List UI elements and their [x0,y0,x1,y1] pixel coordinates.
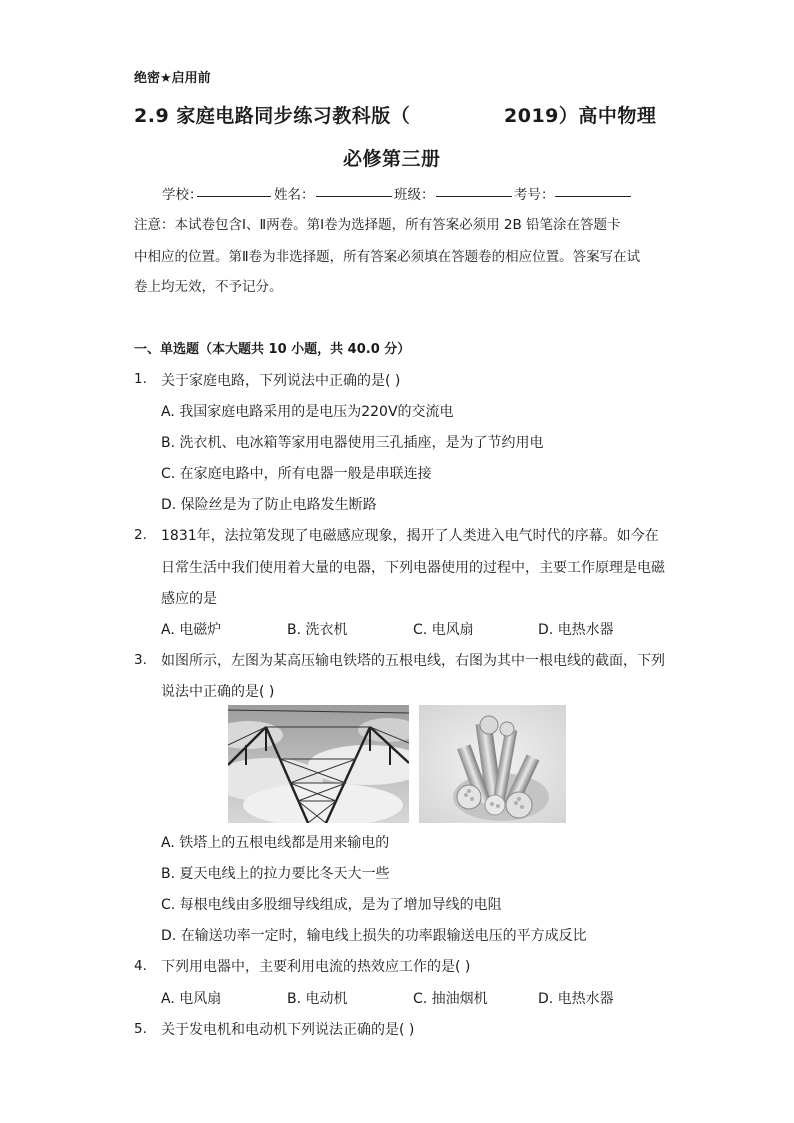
option-b: B. 洗衣机 [287,622,348,638]
option-a: A. 我国家庭电路采用的是电压为220V的交流电 [161,404,454,420]
page-title-line2: 必修第三册 [343,148,441,170]
option-c: C. 电风扇 [413,622,474,638]
notice-line-3: 卷上均无效，不予记分。 [134,279,283,295]
question-stem: 关于家庭电路，下列说法中正确的是( ) [161,373,401,389]
question-number: 3. [134,652,147,668]
class-label: 班级： [394,187,435,203]
school-label: 学校： [162,187,203,203]
option-d: D. 电热水器 [538,622,614,638]
exam-no-blank[interactable] [555,196,631,197]
question-number: 1. [134,371,147,387]
question-stem-line: 如图所示，左图为某高压输电铁塔的五根电线，右图为其中一根电线的截面，下列 [161,653,665,669]
question-number: 2. [134,527,147,543]
option-a: A. 电磁炉 [161,622,222,638]
option-c: C. 抽油烟机 [413,991,488,1007]
question-stem-line: 感应的是 [161,591,217,607]
option-b: B. 洗衣机、电冰箱等家用电器使用三孔插座，是为了节约用电 [161,435,544,451]
option-d: D. 保险丝是为了防止电路发生断路 [161,497,377,513]
class-blank[interactable] [436,196,512,197]
option-a: A. 电风扇 [161,991,222,1007]
option-c: C. 每根电线由多股细导线组成，是为了增加导线的电阻 [161,897,502,913]
option-d: D. 电热水器 [538,991,614,1007]
notice-line-1: 注意：本试卷包含Ⅰ、Ⅱ两卷。第Ⅰ卷为选择题，所有答案必须用 2B 铅笔涂在答题卡 [134,217,621,233]
page-title-left: 2.9 家庭电路同步练习教科版（ [134,105,411,127]
question-stem-line: 1831年，法拉第发现了电磁感应现象，揭开了人类进入电气时代的序幕。如今在 [161,528,659,544]
question-number: 5. [134,1021,147,1037]
section-heading: 一、单选题（本大题共 10 小题，共 40.0 分） [134,342,411,357]
exam-no-label: 考号： [514,187,555,203]
option-c: C. 在家庭电路中，所有电器一般是串联连接 [161,466,432,482]
option-d: D. 在输送功率一定时，输电线上损失的功率跟输送电压的平方成反比 [161,928,587,944]
option-b: B. 电动机 [287,991,348,1007]
question-number: 4. [134,958,147,974]
name-label: 姓名： [274,187,315,203]
question-stem-line: 说法中正确的是( ) [161,684,275,700]
page-title-right: 2019）高中物理 [504,105,657,127]
question-stem: 关于发电机和电动机下列说法正确的是( ) [161,1022,415,1038]
transmission-tower-photo [228,705,409,823]
school-blank[interactable] [197,196,271,197]
cable-cross-section-photo [419,705,566,823]
confidential-label: 绝密★启用前 [134,71,211,86]
question-stem-line: 日常生活中我们使用着大量的电器，下列电器使用的过程中，主要工作原理是电磁 [161,560,665,576]
name-blank[interactable] [316,196,392,197]
option-b: B. 夏天电线上的拉力要比冬天大一些 [161,866,390,882]
option-a: A. 铁塔上的五根电线都是用来输电的 [161,835,390,851]
notice-line-2: 中相应的位置。第Ⅱ卷为非选择题，所有答案必须填在答题卷的相应位置。答案写在试 [134,249,641,265]
question-stem: 下列用电器中，主要利用电流的热效应工作的是( ) [161,959,471,975]
